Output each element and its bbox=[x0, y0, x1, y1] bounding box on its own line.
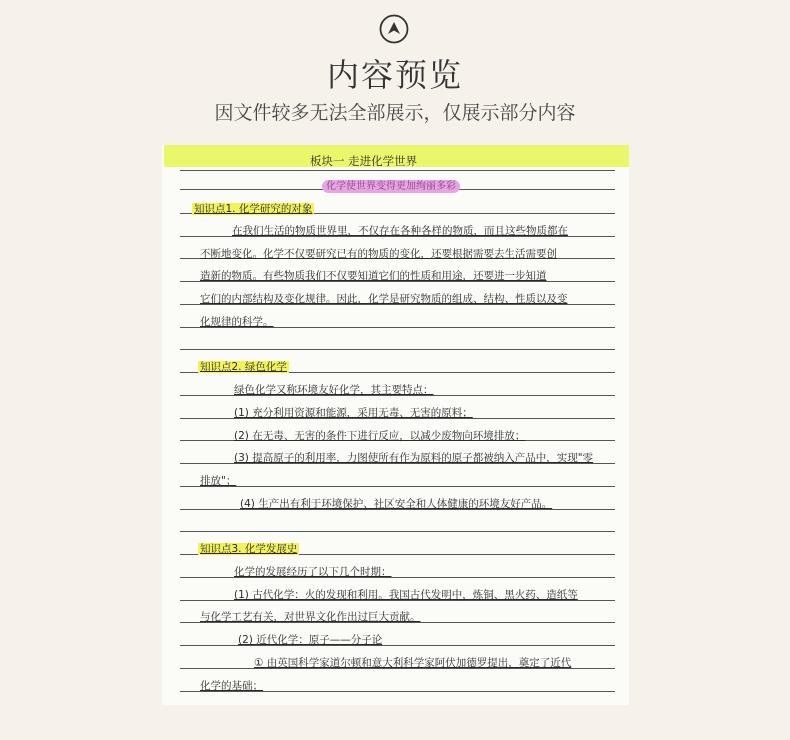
text-line: 不断地变化。化学不仅要研究已有的物质的变化，还要根据需要去生活需要创 bbox=[200, 248, 557, 260]
page-subtitle: 因文件较多无法全部展示，仅展示部分内容 bbox=[214, 102, 576, 124]
text-line: 与化学工艺有关，对世界文化作出过巨大贡献。 bbox=[200, 611, 421, 623]
section-title: 知识点1. 化学研究的对象 bbox=[194, 203, 313, 215]
text-line: 在我们生活的物质世界里，不仅存在各种各样的物质，而且这些物质都在 bbox=[232, 225, 568, 237]
text-line: (2) 在无毒、无害的条件下进行反应，以减少废物向环境排放； bbox=[234, 430, 526, 442]
text-line: (2) 近代化学：原子——分子论 bbox=[238, 634, 383, 646]
text-line: 排放"； bbox=[200, 475, 237, 487]
chevron-up-circle-icon bbox=[379, 14, 409, 44]
text-line: 造新的物质。有些物质我们不仅要知道它们的性质和用途，还要进一步知道 bbox=[200, 270, 547, 282]
document-heading: 板块一 走进化学世界 bbox=[310, 154, 418, 168]
text-line: 化学的基础； bbox=[200, 680, 263, 692]
ruled-line bbox=[180, 486, 615, 487]
page-title: 内容预览 bbox=[326, 56, 463, 94]
section-title: 知识点2. 绿色化学 bbox=[200, 361, 287, 373]
text-line: (4) 生产出有利于环境保护、社区安全和人体健康的环境友好产品。 bbox=[240, 498, 553, 510]
text-line: 它们的内部结构及变化规律。因此，化学是研究物质的组成、结构、性质以及变 bbox=[200, 293, 568, 305]
document-preview bbox=[162, 145, 629, 705]
text-line: 化学的发展经历了以下几个时期： bbox=[234, 566, 392, 578]
ruled-line bbox=[180, 170, 615, 171]
text-line: (3) 提高原子的利用率，力图使所有作为原料的原子都被纳入产品中，实现"零 bbox=[234, 452, 594, 464]
text-line: ① 由英国科学家道尔顿和意大利科学家阿伏加德罗提出，奠定了近代 bbox=[254, 657, 572, 669]
section-title: 知识点3. 化学发展史 bbox=[200, 543, 298, 555]
text-line: 绿色化学又称环境友好化学，其主要特点： bbox=[234, 384, 434, 396]
ruled-line bbox=[180, 531, 615, 532]
text-line: (1) 充分利用资源和能源，采用无毒、无害的原料； bbox=[234, 407, 473, 419]
document-subheading: 化学使世界变得更加绚丽多彩 bbox=[322, 180, 460, 193]
text-line: (1) 古代化学：火的发现和利用。我国古代发明中，炼铜、黑火药、造纸等 bbox=[234, 589, 578, 601]
ruled-line bbox=[180, 349, 615, 350]
text-line: 化规律的科学。 bbox=[200, 316, 274, 328]
